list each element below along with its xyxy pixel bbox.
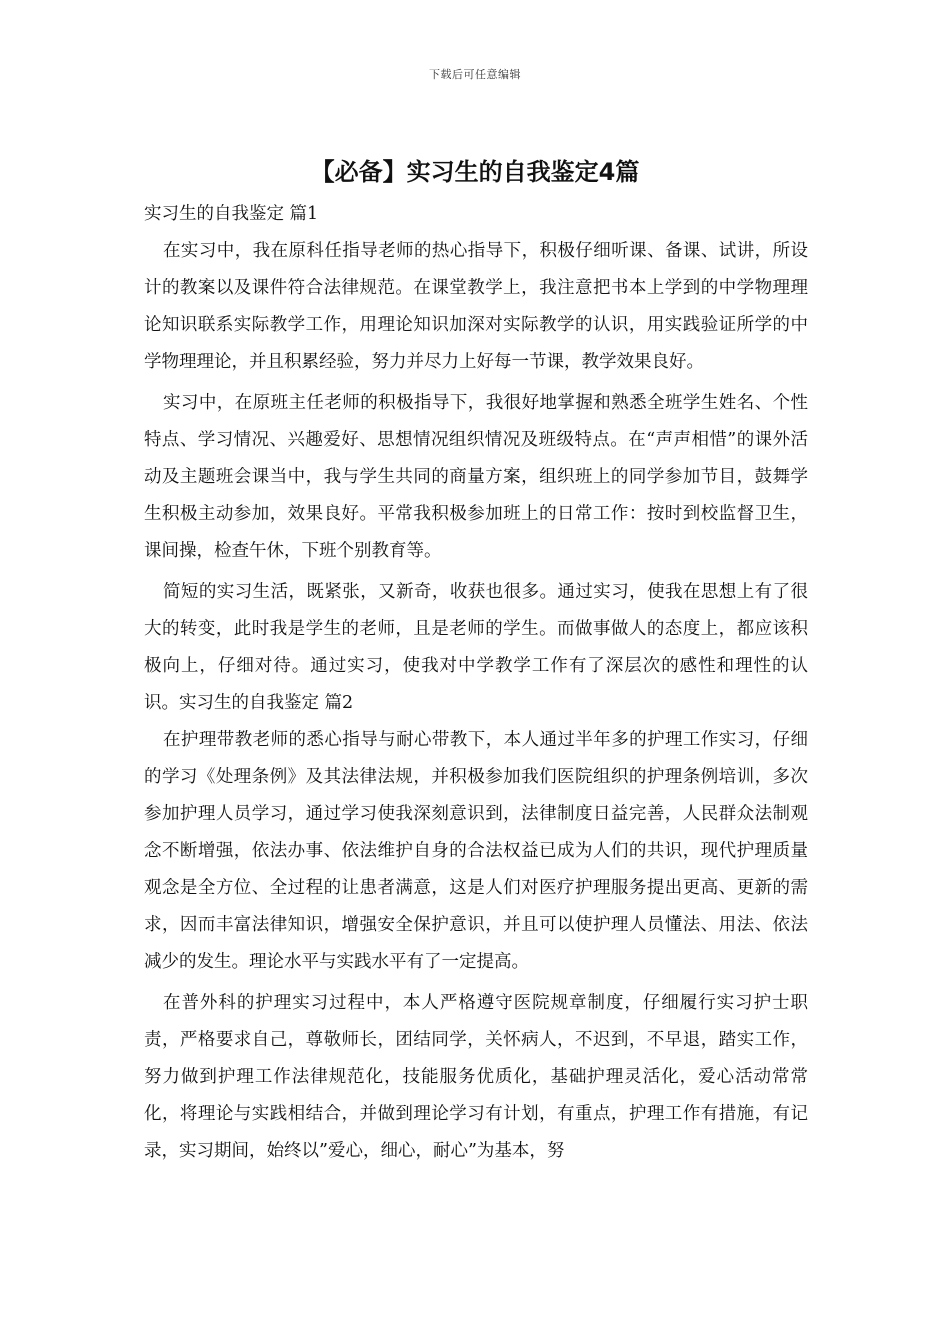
page-header: 下载后可任意编辑 [429, 68, 521, 81]
document-title: 【必备】实习生的自我鉴定4篇 [310, 158, 640, 186]
document-body [144, 196, 808, 1170]
paragraph: 实习中，在原班主任老师的积极指导下，我很好地掌握和熟悉全班学生姓名、个性特点、学习情况、兴趣爱好、思想情况组织情况及班级特点。在“声声相惜”的课外活动及主题班会课当中，我与学生共同的商量方案，组织班上的同学参加节目，鼓舞学生积极主动参加，效果良好。平常我积极参加班上的日常工作：按时到校监督卫生，课间操，检查午休，下班个别教育等。 [144, 393, 808, 561]
paragraph: 在普外科的护理实习过程中，本人严格遵守医院规章制度，仔细履行实习护士职责，严格要求自己，尊敬师长，团结同学，关怀病人，不迟到，不早退，踏实工作，努力做到护理工作法律规范化，技能服务优质化，基础护理灵活化，爱心活动常常化，将理论与实践相结合，并做到理论学习有计划，有重点，护理工作有措施，有记录，实习期间，始终以”爱心，细心，耐心”为基本，努 [144, 993, 808, 1161]
paragraph: 在实习中，我在原科任指导老师的热心指导下，积极仔细听课、备课、试讲，所设计的教案以及课件符合法律规范。在课堂教学上，我注意把书本上学到的中学物理理论知识联系实际教学工作，用理论知识加深对实际教学的认识，用实践验证所学的中学物理理论，并且积累经验，努力并尽力上好每一节课，教学效果良好。 [144, 241, 808, 372]
section-subtitle: 实习生的自我鉴定 篇1 [144, 204, 319, 224]
paragraph: 在护理带教老师的悉心指导与耐心带教下，本人通过半年多的护理工作实习，仔细的学习《处理条例》及其法律法规，并积极参加我们医院组织的护理条例培训，多次参加护理人员学习，通过学习使我深刻意识到，法律制度日益完善，人民群众法制观念不断增强，依法办事、依法维护自身的合法权益已成为人们的共识，现代护理质量观念是全方位、全过程的让患者满意，这是人们对医疗护理服务提出更高、更新的需求，因而丰富法律知识，增强安全保护意识，并且可以使护理人员懂法、用法、依法减少的发生。理论水平与实践水平有了一定提高。 [144, 730, 808, 972]
paragraph: 简短的实习生活，既紧张，又新奇，收获也很多。通过实习，使我在思想上有了很大的转变，此时我是学生的老师，且是老师的学生。而做事做人的态度上，都应该积极向上，仔细对待。通过实习，使我对中学教学工作有了深层次的感性和理性的认识。实习生的自我鉴定 篇2 [144, 582, 808, 713]
